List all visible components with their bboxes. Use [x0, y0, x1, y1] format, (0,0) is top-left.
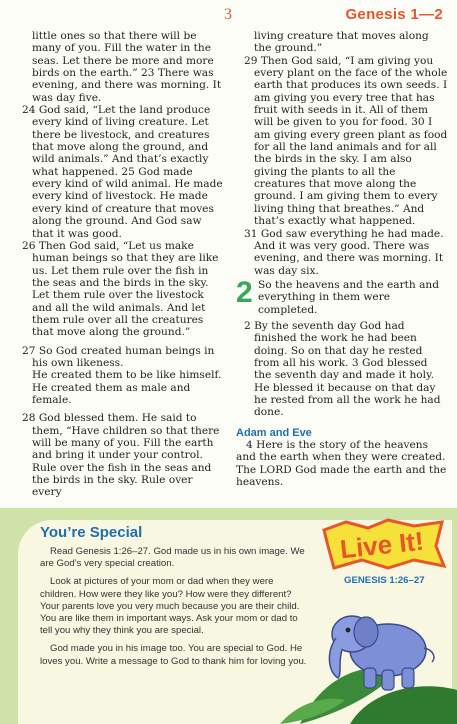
verse-paragraph: 2 By the seventh day God had finished the work he had been doing. So on that day he rested from all his work. 3 God blessed the seventh day and made it holy. He blessed it because on that day he rested from all the work he had done.: [244, 319, 441, 419]
sidebar-paragraph: Look at pictures of your mom or dad when they were children. How were they like you? How were they different? Your parents love you very much because you are their child. You are like them in important ways. Ask your mom or dad to tell you why they think you are special.: [40, 576, 300, 637]
running-head: Genesis 1—2: [345, 6, 443, 23]
verse-paragraph: 27 So God created human beings in his own likeness.: [22, 344, 215, 369]
sidebar-reference: GENESIS 1:26–27: [344, 575, 425, 586]
verse-paragraph: 24 God said, “Let the land produce every kind of living creature. Let there be livestock, and creatures that move along the ground, and wild animals.” And that’s exactly what happened. 25 God made every kind of wild animal. He made every kind of livestock. He made every kind of creature that moves along the ground. And God saw that it was good.: [22, 104, 223, 240]
left-column: [14, 30, 224, 499]
verse-paragraph: living creature that moves along the ground.”: [254, 30, 429, 55]
verse-paragraph: 29 Then God said, “I am giving you every plant on the face of the whole earth that produces its own seeds. I am giving you every tree that has fruit with seeds in it. All of them will be given to you for food. 30 I am giving every green plant as food for all the land animals and for all the birds in the sky. I am also giving the plants to all the creatures that move along the ground. I am giving them to every living thing that breathes.” And that’s exactly what happened.: [244, 54, 448, 228]
sidebar-paragraph: Read Genesis 1:26–27. God made us in his own image. We are God’s very special creation.: [40, 546, 305, 570]
live-it-badge-icon: [318, 516, 448, 572]
live-it-badge-text: Live It!: [338, 525, 426, 565]
sidebar-body: [40, 546, 310, 674]
verse-paragraph: little ones so that there will be many of you. Fill the water in the seas. Let there be more and more birds on the earth.” 23 There was evening, and there was morning. It was day five.: [32, 30, 222, 104]
section-text: 4 Here is the story of the heavens and the earth when they were created. The LORD God made the earth and the heavens.: [236, 439, 447, 489]
sidebar-paragraph: God made you in his image too. You are special to God. He loves you. Write a message to God to thank him for loving you.: [40, 643, 307, 667]
elephant-icon: [316, 592, 446, 696]
verse-paragraph: 28 God blessed them. He said to them, “Have children so that there will be many of you. Fill the earth and bring it under your control. Rule over the fish in the seas and the birds in the sky. Rule over every: [22, 412, 220, 499]
chapter-number: 2: [236, 275, 253, 309]
verse-paragraph: He created them as male and female.: [32, 381, 191, 406]
page-number: 3: [224, 6, 232, 23]
right-column: [236, 30, 448, 488]
verse-paragraph: He created them to be like himself.: [32, 369, 222, 382]
verse-paragraph: 31 God saw everything he had made. And it was very good. There was evening, and there was morning. It was day six.: [244, 227, 444, 277]
verse-paragraph: 26 Then God said, “Let us make human beings so that they are like us. Let them rule over the fish in the seas and the birds in the sky. Let them rule over the livestock and all the wild animals. And let them rule over all the creatures that move along the ground.”: [22, 239, 219, 339]
sidebar-title: You’re Special: [40, 524, 143, 541]
section-heading: Adam and Eve: [236, 426, 312, 439]
chapter-start: [236, 275, 448, 316]
chapter-first-verse: So the heavens and the earth and everything in them were completed.: [258, 278, 440, 316]
